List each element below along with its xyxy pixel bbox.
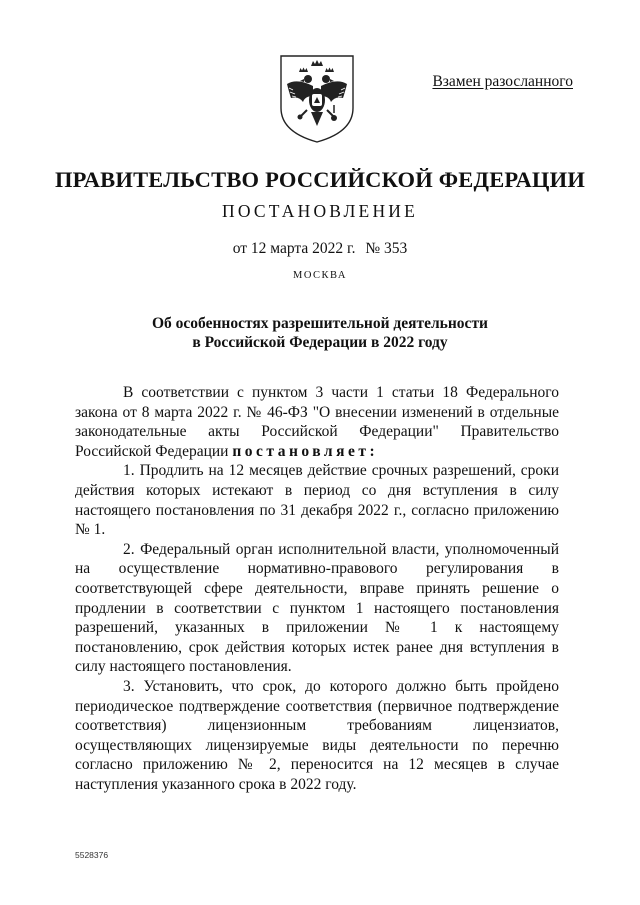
item-paragraph-2: 2. Федеральный орган исполнительной власти, уполномоченный на осуществление нормативно-правового регулирования в соответствующей сфере деятельности, вправе принять решение о продлении в соответствии с пунктом 1 настоящего постановления разрешений, указанных в приложении № 1 к настоящему постановлению, срок действия которых истек ранее дня вступления в силу настоящего постановления. xyxy=(75,540,559,676)
document-type: ПОСТАНОВЛЕНИЕ xyxy=(221,201,419,221)
title-line-1: Об особенностях разрешительной деятельности xyxy=(152,315,488,332)
item-paragraph-1: 1. Продлить на 12 месяцев действие срочных разрешений, сроки действия которых истекают в период со дня вступления в силу настоящего постановления по 31 декабря 2022 г., согласно приложению № 1. xyxy=(75,462,559,539)
document-title xyxy=(0,314,640,352)
coat-of-arms-icon xyxy=(277,52,357,144)
document-number: № 353 xyxy=(365,240,408,257)
document-code: 5528376 xyxy=(75,850,109,860)
preamble-paragraph xyxy=(75,383,559,461)
item-paragraph-3: 3. Установить, что срок, до которого должно быть пройдено периодическое подтверждение соответствия (первичное подтверждение соответствия) лицензионным требованиям лицензиатов, осуществляющих лицензируемые виды деятельности по перечню согласно приложению № 2, переносится на 12 месяцев в случае наступления указанного срока в 2022 году. xyxy=(75,677,559,793)
replacement-stamp: Взамен разосланного xyxy=(432,73,573,90)
document-date-line xyxy=(0,240,640,258)
document-body xyxy=(75,383,559,794)
document-city: МОСКВА xyxy=(293,270,347,281)
document-date: от 12 марта 2022 г. xyxy=(232,240,356,257)
preamble-text: В соответствии с пунктом 3 части 1 статьи 18 Федерального закона от 8 марта 2022 г. № 46-ФЗ "О внесении изменений в отдельные законодательные акты Российской Федерации" Правительство Российской Федерации xyxy=(75,384,559,460)
title-line-2: в Российской Федерации в 2022 году xyxy=(192,334,448,351)
resolves-word: постановляет: xyxy=(232,442,379,460)
government-heading: ПРАВИТЕЛЬСТВО РОССИЙСКОЙ ФЕДЕРАЦИИ xyxy=(54,167,586,192)
